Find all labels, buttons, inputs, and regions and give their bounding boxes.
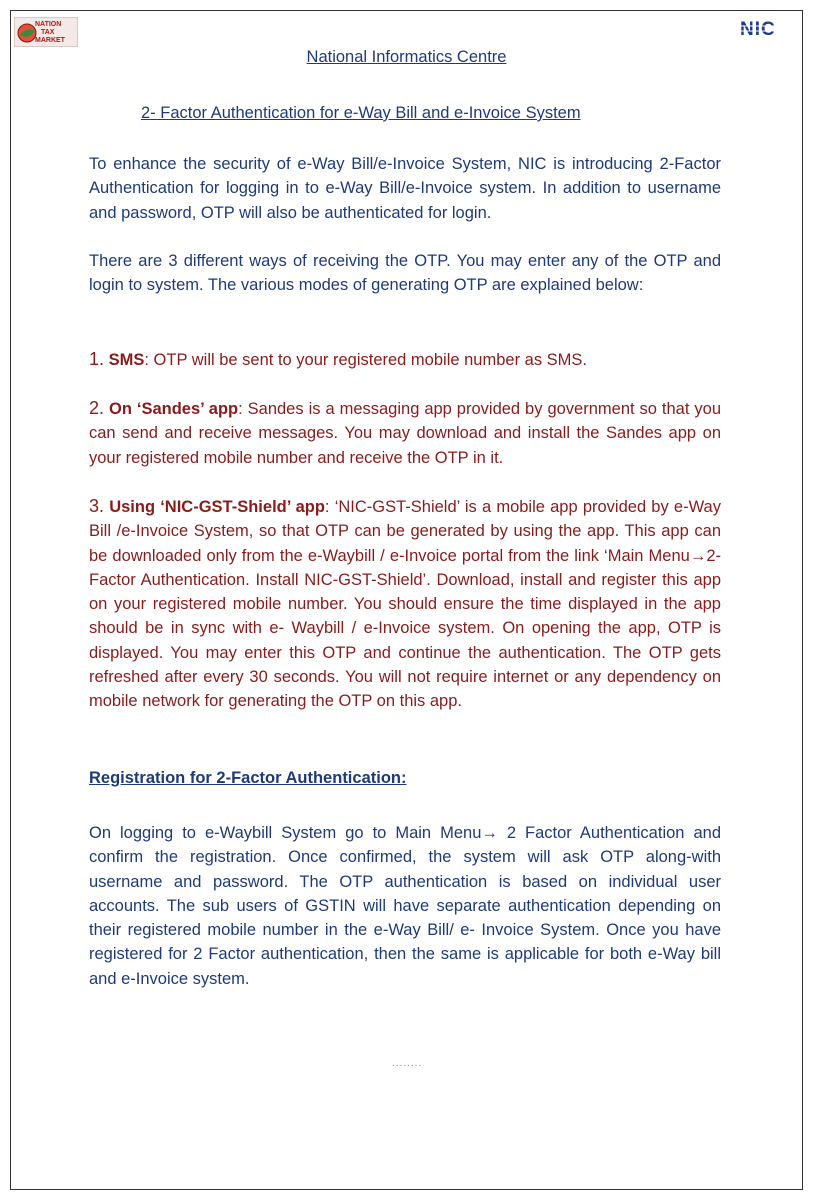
logo-line-1: NATION <box>35 21 62 28</box>
registration-heading: Registration for 2-Factor Authentication: <box>89 769 407 787</box>
doc-title: 2- Factor Authentication for e-Way Bill and e-Invoice System <box>141 104 581 122</box>
mode-nic-gst-shield-app <box>89 494 721 714</box>
org-title: National Informatics Centre <box>306 48 507 66</box>
logo-line-2: TAX <box>41 29 55 36</box>
mode-description: : Sandes is a messaging app provided by government so that you can send and receive messages. You may download and install the Sandes app on your registered mobile number and receive the OTP in it. <box>89 400 721 467</box>
logo-line-3: MARKET <box>35 37 65 44</box>
registration-paragraph: On logging to e-Waybill System go to Main Menu→ 2 Factor Authentication and confirm the registration. Once confirmed, the system will ask OTP along-with username and password. The OTP authentication is based on individual user accounts. The sub users of GSTIN will have separate authentication depending on their registered mobile number in the e-Way Bill/ e- Invoice System. Once you have registered for 2 Factor authentication, then the same is applicable for both e-Way bill and e-Invoice system. <box>89 824 721 988</box>
mode-label: On ‘Sandes’ app <box>108 400 239 418</box>
mode-number: 3. <box>89 496 105 516</box>
intro-paragraph-1: To enhance the security of e-Way Bill/e-Invoice System, NIC is introducing 2-Factor Authentication for logging in to e-Way Bill/e-Invoice system. In addition to username and password, OTP will also be authenticated for login. <box>89 155 721 222</box>
nic-logo-text: NIC <box>740 19 776 40</box>
mode-label: Using ‘NIC-GST-Shield’ app <box>109 498 325 516</box>
mode-number: 1. <box>89 349 105 369</box>
mode-sms <box>89 347 721 372</box>
mode-label: SMS <box>108 351 145 369</box>
mode-number: 2. <box>89 398 105 418</box>
mode-description: : ‘NIC-GST-Shield’ is a mobile app provided by e-Way Bill /e-Invoice System, so that OTP can be generated by using the app. This app can be downloaded only from the e-Waybill / e-Invoice portal from the link ‘Main Menu→2-Factor Authentication. Install NIC-GST-Shield’. Download, install and register this app on your registered mobile number. You should ensure the time displayed in the app should be in sync with e- Waybill / e-Invoice system. On opening the app, OTP is displayed. You may enter this OTP and continue the authentication. The OTP gets refreshed after every 30 seconds. You will not require internet or any dependency on mobile network for generating the OTP on this app. <box>89 498 721 711</box>
nic-logo <box>737 18 787 42</box>
mode-description: : OTP will be sent to your registered mobile number as SMS. <box>144 351 588 369</box>
nic-logo-stripes-icon <box>737 18 787 42</box>
mode-sandes-app <box>89 396 721 470</box>
footer-dots: ........ <box>392 1058 423 1069</box>
nation-tax-market-logo <box>14 17 78 47</box>
intro-paragraph-2: There are 3 different ways of receiving the OTP. You may enter any of the OTP and login to system. The various modes of generating OTP are explained below: <box>89 252 721 295</box>
